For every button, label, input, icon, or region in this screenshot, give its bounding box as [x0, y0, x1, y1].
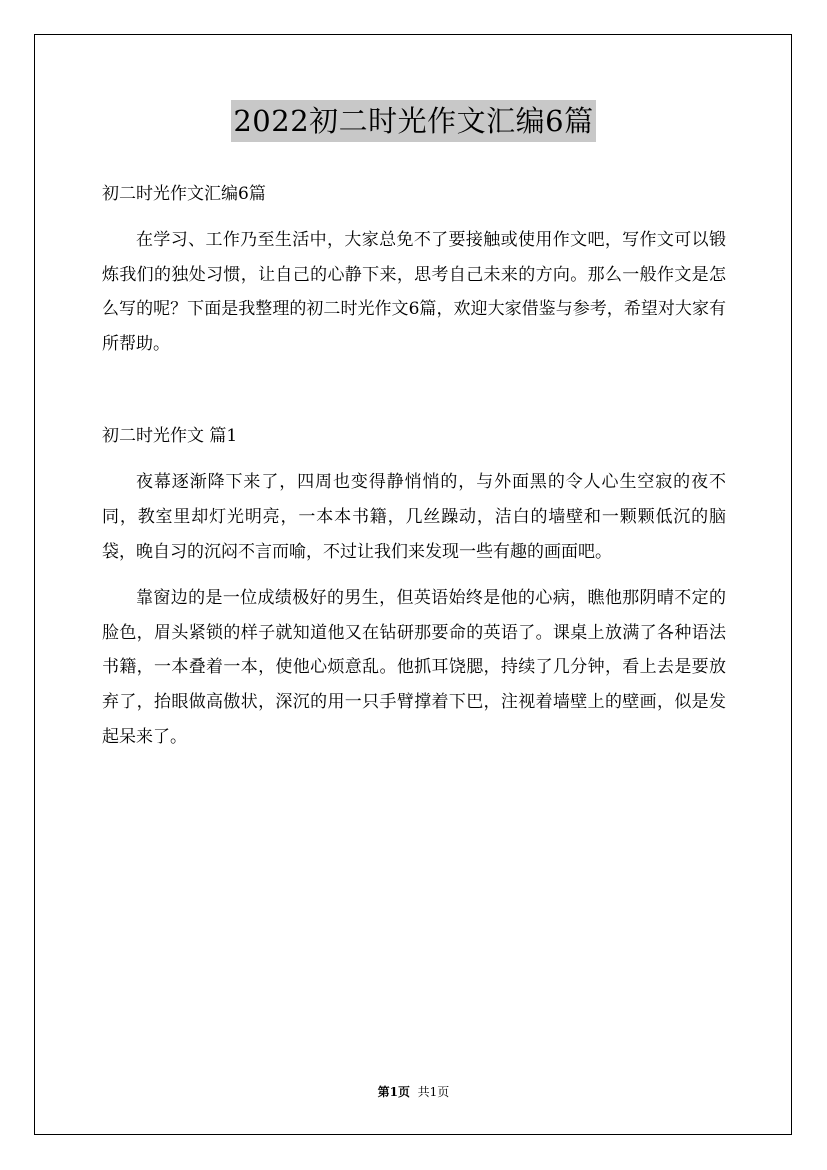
- title-container: [0, 100, 827, 142]
- spacer: [102, 453, 726, 465]
- document-body: [102, 177, 726, 754]
- section-paragraph: 靠窗边的是一位成绩极好的男生，但英语始终是他的心病，瞧他那阴晴不定的脸色，眉头紧锁的样子就知道他又在钻研那要命的英语了。课桌上放满了各种语法书籍，一本叠着一本，使他心烦意乱。他抓耳饶腮，持续了几分钟，看上去是要放弃了，抬眼做高傲状，深沉的用一只手臂撑着下巴，注视着墙壁上的壁画，似是发起呆来了。: [102, 588, 726, 747]
- page-number: 第1页: [377, 1085, 411, 1099]
- spacer: [102, 361, 726, 419]
- section-paragraph: 夜幕逐渐降下来了，四周也变得静悄悄的，与外面黑的令人心生空寂的夜不同，教室里却灯光明亮，一本本书籍，几丝躁动，洁白的墙壁和一颗颗低沉的脑袋，晚自习的沉闷不言而喻，不过让我们来发现一些有趣的画面吧。: [102, 472, 726, 562]
- page-footer: [0, 1083, 827, 1101]
- spacer: [102, 569, 726, 581]
- document-subtitle: 初二时光作文汇编6篇: [102, 184, 266, 204]
- spacer: [102, 211, 726, 223]
- document-title: 2022初二时光作文汇编6篇: [231, 100, 595, 142]
- intro-paragraph: 在学习、工作乃至生活中，大家总免不了要接触或使用作文吧，写作文可以锻炼我们的独处习惯，让自己的心静下来，思考自己未来的方向。那么一般作文是怎么写的呢？下面是我整理的初二时光作文6篇，欢迎大家借鉴与参考，希望对大家有所帮助。: [102, 230, 726, 354]
- page-total: 共1页: [417, 1085, 450, 1099]
- section-heading: 初二时光作文 篇1: [102, 426, 238, 447]
